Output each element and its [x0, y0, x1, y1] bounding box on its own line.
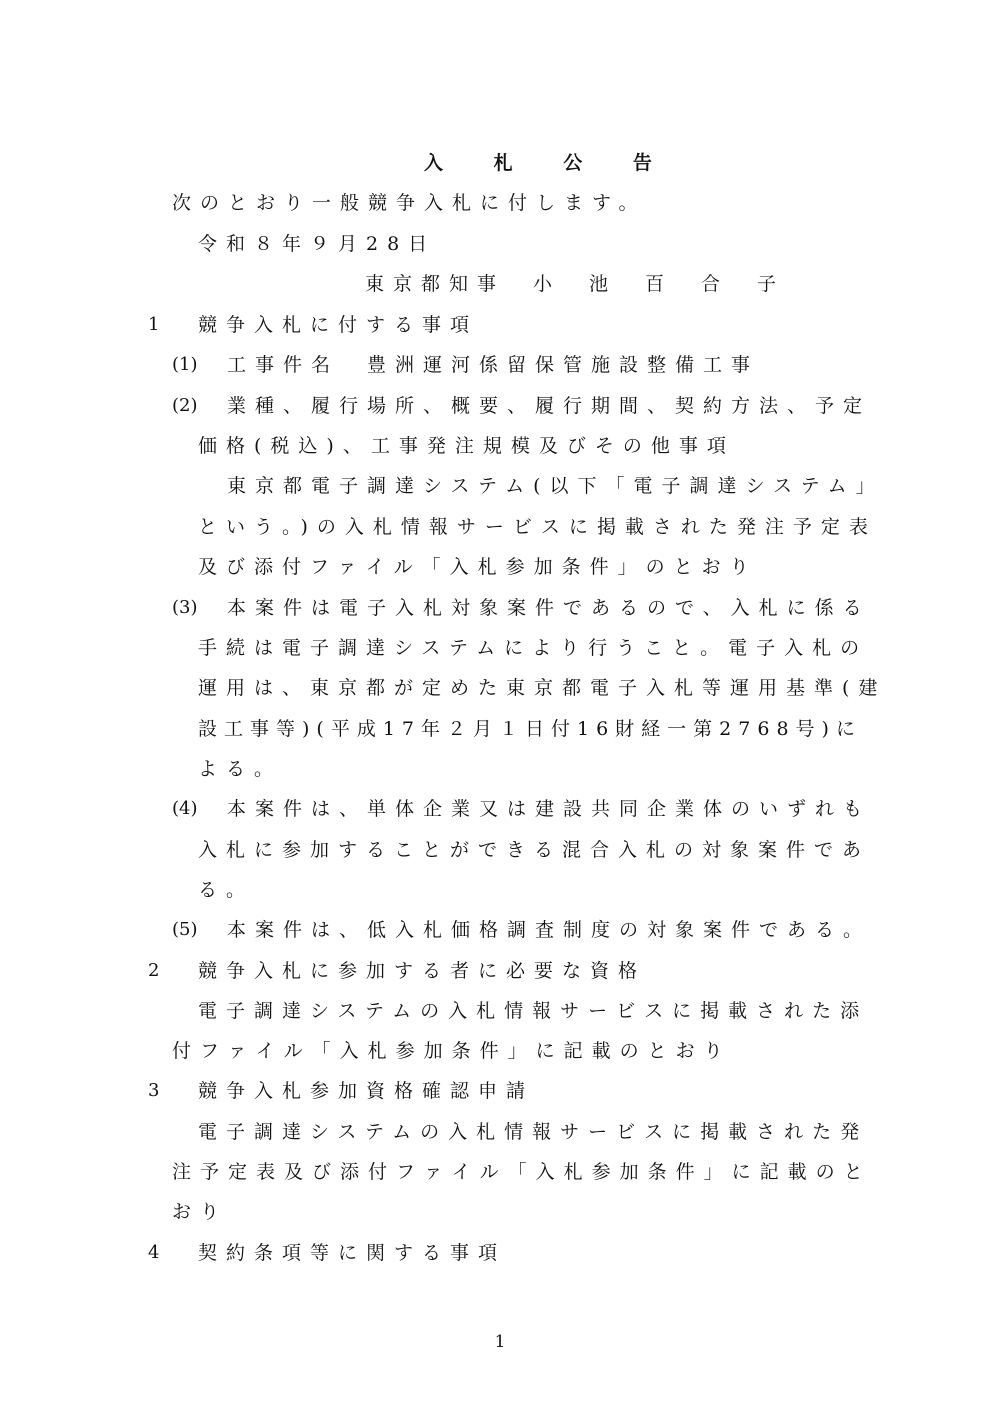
document-title: 入 札 公 告 [424, 152, 674, 174]
section-body-line: 電子調達システムの入札情報サービスに掲載された添 [198, 1000, 869, 1022]
item-text-line: 本案件は、低入札価格調査制度の対象案件である。 [227, 919, 872, 941]
item-text-line: 運用は、東京都が定めた東京都電子入札等運用基準(建 [198, 677, 887, 699]
section-number: 1 [148, 314, 160, 335]
page-number: 1 [494, 1332, 506, 1352]
issuer-name: 東京都知事 小 池 百 合 子 [365, 273, 786, 295]
item-text-line: 業種、履行場所、概要、履行期間、契約方法、予定 [227, 395, 872, 417]
item-text-line: 価格(税込)、工事発注規模及びその他事項 [198, 435, 735, 457]
item-text-line: 工事件名 豊洲運河係留保管施設整備工事 [227, 354, 760, 376]
item-text-line: という。)の入札情報サービスに掲載された発注予定表 [198, 516, 877, 538]
item-label: (4) [172, 798, 198, 819]
section-body-line: おり [172, 1201, 229, 1223]
section-body-line: 電子調達システムの入札情報サービスに掲載された発 [198, 1121, 869, 1143]
section-heading: 契約条項等に関する事項 [198, 1242, 507, 1264]
section-heading: 競争入札に付する事項 [198, 314, 479, 336]
item-text-line: 東京都電子調達システム(以下「電子調達システム」 [227, 475, 884, 497]
item-text-line: 及び添付ファイル「入札参加条件」のとおり [198, 556, 758, 578]
item-label: (1) [172, 354, 198, 375]
item-text-line: 本案件は電子入札対象案件であるので、入札に係る [227, 597, 871, 619]
section-number: 3 [148, 1080, 160, 1101]
item-label: (2) [172, 395, 198, 416]
item-text-line: る。 [198, 879, 255, 901]
item-text-line: 設工事等)(平成17年２月１日付16財経一第2768号)に [198, 718, 862, 740]
item-label: (3) [172, 597, 198, 618]
section-number: 2 [148, 960, 160, 981]
item-text-line: 本案件は、単体企業又は建設共同企業体のいずれも [227, 798, 872, 820]
intro-text: 次のとおり一般競争入札に付します。 [172, 192, 647, 214]
item-text-line: 入札に参加することができる混合入札の対象案件であ [198, 839, 871, 861]
notice-date: 令和８年９月28日 [198, 233, 437, 255]
item-text-line: 手続は電子調達システムにより行うこと。電子入札の [198, 637, 869, 659]
section-heading: 競争入札に参加する者に必要な資格 [198, 960, 647, 982]
section-number: 4 [148, 1242, 160, 1263]
section-heading: 競争入札参加資格確認申請 [198, 1080, 535, 1102]
item-label: (5) [172, 919, 198, 940]
section-body-line: 注予定表及び添付ファイル「入札参加条件」に記載のと [172, 1161, 872, 1183]
section-body-line: 付ファイル「入札参加条件」に記載のとおり [172, 1040, 732, 1062]
item-text-line: よる。 [198, 758, 283, 780]
